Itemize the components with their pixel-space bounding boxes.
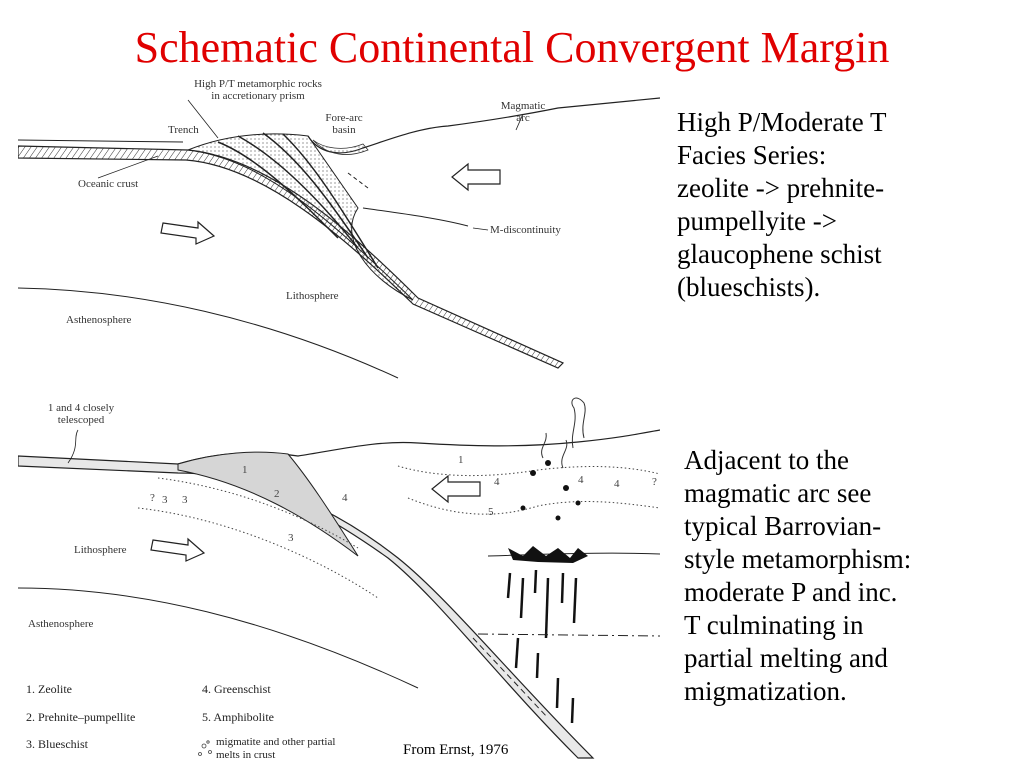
barrovian-text	[684, 444, 911, 708]
text-line: moderate P and inc.	[684, 577, 898, 607]
label-telescoped: 1 and 4 closely telescoped	[47, 402, 115, 426]
zone-2-wedge	[178, 452, 358, 556]
legend-blueschist: 3. Blueschist	[26, 737, 88, 751]
text-line: typical Barrovian-	[684, 511, 882, 541]
label-fore-arc-basin: Fore-arc basin	[325, 112, 363, 136]
label-lithosphere-lower: Lithosphere	[74, 544, 127, 556]
high-p-facies-text	[677, 106, 886, 304]
convergence-arrow-right-lower	[151, 539, 204, 561]
convergent-margin-figure	[18, 78, 660, 768]
volcano-plume	[542, 398, 586, 468]
label-lithosphere-upper: Lithosphere	[286, 290, 339, 302]
label-magmatic-arc: Magmatic arc	[500, 100, 546, 124]
text-line: High P/Moderate T	[677, 107, 887, 137]
convergence-arrow-left-lower	[432, 476, 480, 502]
slide-title: Schematic Continental Convergent Margin	[134, 23, 890, 72]
legend-migmatite-line2: melts in crust	[216, 749, 276, 761]
zone-number: 5	[488, 506, 494, 518]
m-discontinuity-line	[363, 208, 468, 226]
legend-greenschist: 4. Greenschist	[202, 682, 271, 696]
text-line: style metamorphism:	[684, 544, 912, 574]
convergence-arrow-right-upper	[161, 222, 214, 244]
text-line: Facies Series:	[677, 140, 827, 170]
migmatite-legend-icon	[199, 741, 212, 756]
label-oceanic-crust: Oceanic crust	[78, 178, 139, 190]
text-line: magmatic arc see	[684, 478, 872, 508]
zone-number: 3	[288, 532, 294, 544]
label-m-discontinuity: M-discontinuity	[490, 224, 561, 236]
lower-diagram	[18, 398, 660, 758]
legend-amphibolite: 5. Amphibolite	[202, 710, 274, 724]
migmatite-zone	[508, 460, 588, 563]
zone-number: 4	[494, 476, 500, 488]
zone-number: 3	[162, 494, 168, 506]
label-high-pt-rocks: High P/T metamorphic rocks in accretionary prism	[194, 78, 322, 102]
text-line: Adjacent to the	[684, 445, 849, 475]
text-line: T culminating in	[684, 610, 864, 640]
text-line: zeolite -> prehnite-	[677, 173, 885, 203]
text-line: migmatization.	[684, 676, 847, 706]
zone-number: ?	[652, 476, 657, 488]
zone-number: 4	[342, 492, 348, 504]
legend-migmatite-line1: migmatite and other partial	[216, 736, 336, 748]
legend-prehnite-pumpellite: 2. Prehnite–pumpellite	[26, 710, 136, 724]
convergence-arrow-left-upper	[452, 164, 500, 190]
zone-number: 4	[614, 478, 620, 490]
zone-number: 2	[274, 488, 280, 500]
text-line: glaucophene schist	[677, 239, 882, 269]
zone-number: 1	[458, 454, 464, 466]
figure-source: From Ernst, 1976	[403, 742, 509, 758]
label-asthenosphere-lower: Asthenosphere	[28, 618, 94, 630]
zone-number: 1	[242, 464, 248, 476]
legend-zeolite: 1. Zeolite	[26, 682, 72, 696]
text-line: pumpellyite ->	[677, 206, 837, 236]
label-trench: Trench	[168, 124, 199, 136]
label-asthenosphere-upper: Asthenosphere	[66, 314, 132, 326]
text-line: (blueschists).	[677, 272, 821, 302]
lithosphere-boundary	[18, 288, 398, 378]
zone-number: 3	[182, 494, 188, 506]
zone-number: ?	[150, 492, 155, 504]
zone-number: 4	[578, 474, 584, 486]
intrusion-streaks	[508, 570, 576, 723]
upper-diagram	[18, 98, 660, 378]
text-line: partial melting and	[684, 643, 888, 673]
